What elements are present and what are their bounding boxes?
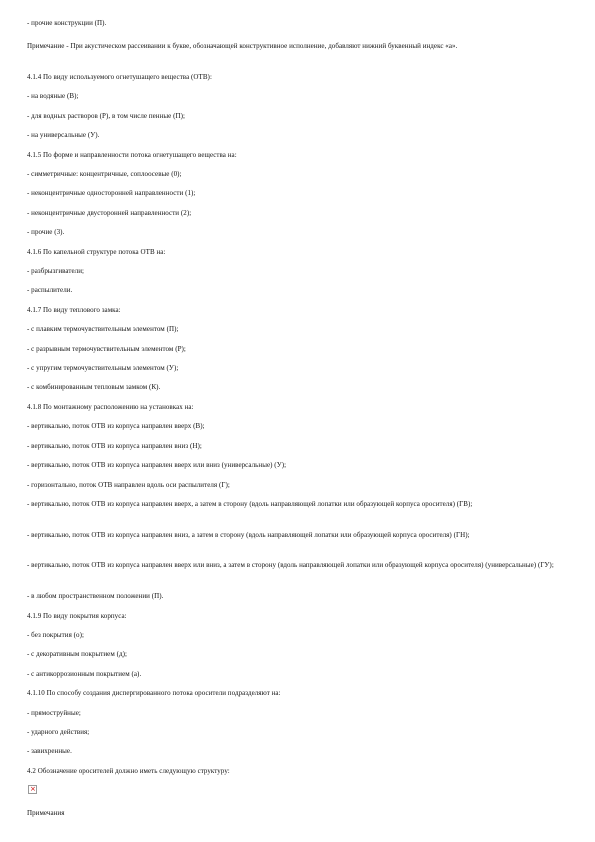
- list-item: - вертикально, поток ОТВ из корпуса направлен вверх, а затем в сторону (вдоль направляющей лопатки или образующей корпуса оросителя) (ГВ);: [27, 500, 473, 508]
- list-item: - с комбинированным тепловым замком (К).: [27, 383, 161, 391]
- list-item: - вертикально, поток ОТВ из корпуса направлен вверх или вниз, а затем в сторону (вдоль направляющей лопатки или образующей корпуса оросителя) (универсальные) (ГУ);: [27, 561, 554, 569]
- list-item: - прочие (3).: [27, 228, 65, 236]
- list-item: - для водных растворов (Р), в том числе пенные (П);: [27, 112, 185, 120]
- list-item: - без покрытия (о);: [27, 631, 84, 639]
- list-item: - с разрывным термочувствительным элементом (Р);: [27, 345, 186, 353]
- list-item: - неконцентричные двусторонней направленности (2);: [27, 209, 192, 217]
- section-heading: 4.1.7 По виду теплового замка:: [27, 306, 121, 314]
- list-item: - в любом пространственном положении (П).: [27, 592, 164, 600]
- list-item: - горизонтально, поток ОТВ направлен вдоль оси распылителя (Г);: [27, 481, 230, 489]
- list-item: - ударного действия;: [27, 728, 90, 736]
- section-heading: 4.1.5 По форме и направленности потока огнетушащего вещества на:: [27, 151, 237, 159]
- list-item: - прочие конструкции (П).: [27, 19, 107, 27]
- list-item: - вертикально, поток ОТВ из корпуса направлен вниз, а затем в сторону (вдоль направляющей лопатки или образующей корпуса оросителя) (ГН);: [27, 531, 470, 539]
- list-item: - прямоструйные;: [27, 709, 81, 717]
- note-paragraph: Примечание - При акустическом рассеивании к букве, обозначающей конструктивное исполнение, добавляют нижний буквенный индекс «а».: [27, 42, 458, 50]
- list-item: - вертикально, поток ОТВ из корпуса направлен вверх (В);: [27, 422, 205, 430]
- section-heading: 4.2 Обозначение оросителей должно иметь следующую структуру:: [27, 767, 230, 775]
- section-heading: 4.1.9 По виду покрытия корпуса:: [27, 612, 127, 620]
- section-heading: 4.1.4 По виду используемого огнетушащего вещества (ОТВ):: [27, 73, 212, 81]
- notes-heading: Примечания: [27, 809, 65, 817]
- list-item: - с декоративным покрытием (д);: [27, 650, 127, 658]
- section-heading: 4.1.10 По способу создания диспергированного потока оросители подразделяют на:: [27, 689, 281, 697]
- list-item: - вертикально, поток ОТВ из корпуса направлен вниз (Н);: [27, 442, 202, 450]
- list-item: - на водяные (В);: [27, 92, 79, 100]
- list-item: - распылители.: [27, 286, 73, 294]
- list-item: - с упругим термочувствительным элементом (У);: [27, 364, 179, 372]
- list-item: - с плавким термочувствительным элементом (П);: [27, 325, 179, 333]
- list-item: - вертикально, поток ОТВ из корпуса направлен вверх или вниз (универсальные) (У);: [27, 461, 287, 469]
- list-item: - на универсальные (У).: [27, 131, 100, 139]
- list-item: - неконцентричные односторонней направленности (1);: [27, 189, 196, 197]
- broken-image-icon: ×: [30, 785, 36, 793]
- section-heading: 4.1.6 По капельной структуре потока ОТВ на:: [27, 248, 166, 256]
- list-item: - разбрызгиватели;: [27, 267, 84, 275]
- list-item: - завихренные.: [27, 747, 72, 755]
- list-item: - с антикоррозионным покрытием (а).: [27, 670, 142, 678]
- section-heading: 4.1.8 По монтажному расположению на установках на:: [27, 403, 194, 411]
- list-item: - симметричные: концентричные, соплоосевые (0);: [27, 170, 182, 178]
